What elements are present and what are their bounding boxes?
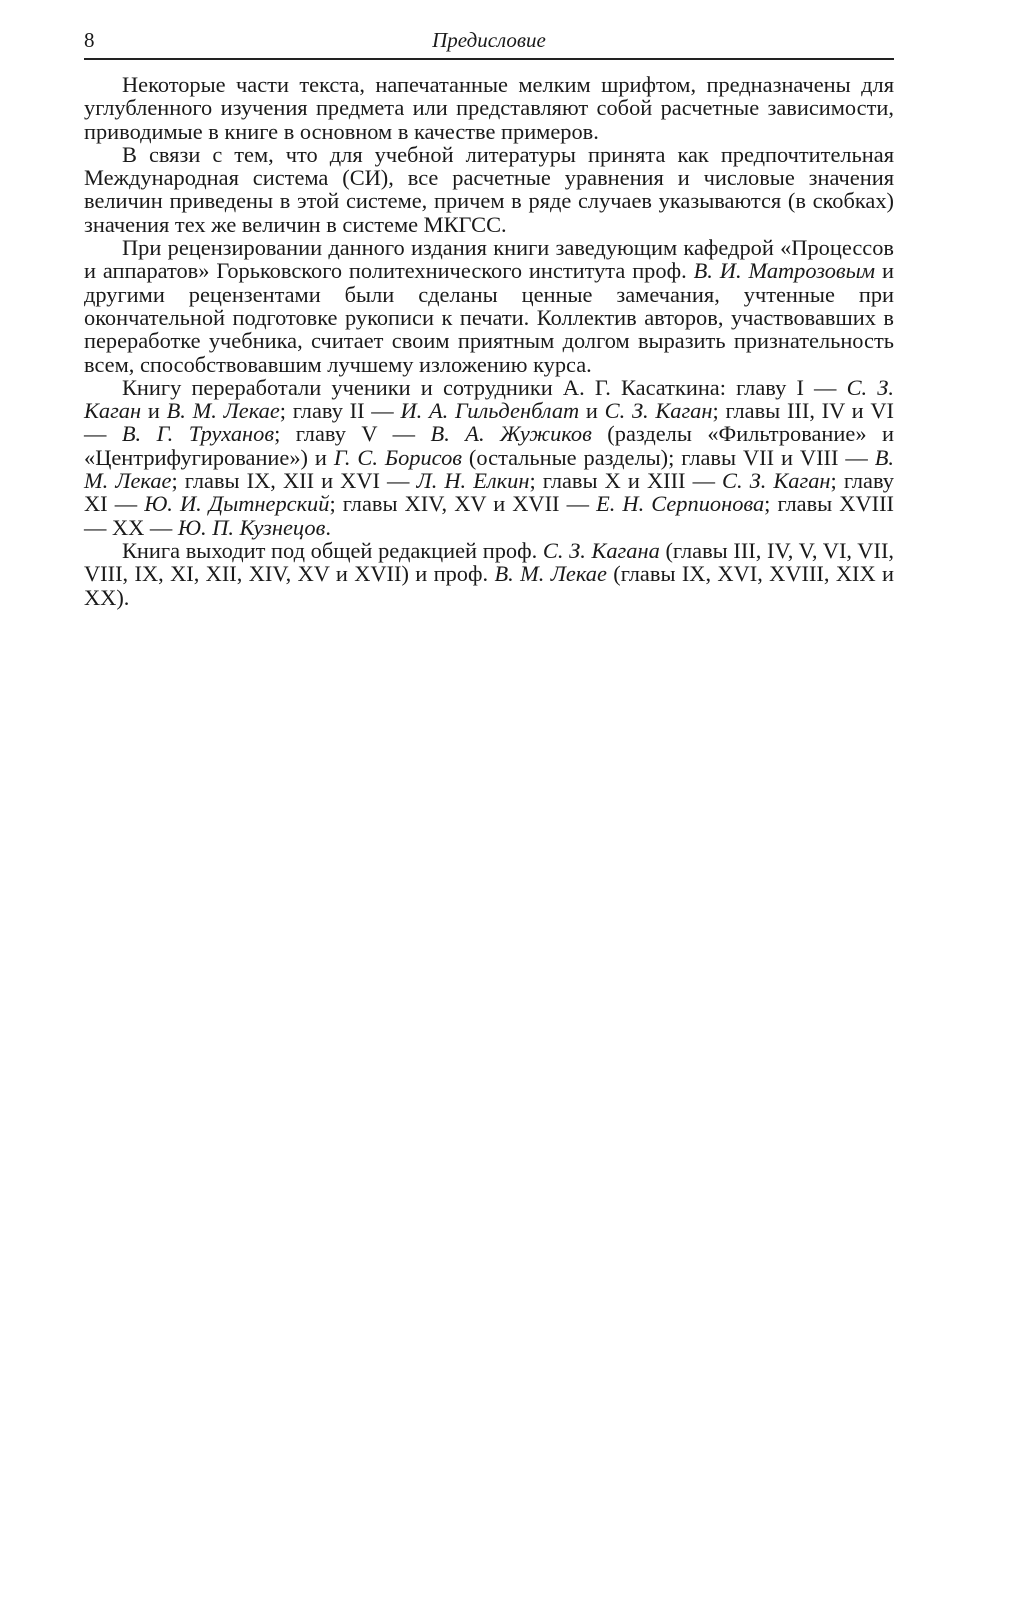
text-run: (разделы «Фильтрование» и «Центрифугирование») и [84, 421, 894, 470]
text-run: ; главы IX, XII и XVI — [171, 468, 417, 494]
preface-body [84, 73, 894, 609]
text-run: (главы IX, XVI, XVIII, XIX и XX). [84, 561, 894, 610]
text-run: (остальные разделы); главы VII и VIII — [461, 444, 875, 470]
text-run: При рецензировании данного издания книги заведующим кафедрой «Процессов и аппаратов» Горьковского политехнического института проф. [84, 235, 894, 284]
paragraph [84, 376, 894, 539]
running-title: Предисловие [432, 28, 546, 52]
text-run: ; главу V — [274, 421, 431, 447]
author-name: В. М. Лекае [166, 398, 280, 424]
text-run: ; главы X и XIII — [529, 468, 723, 494]
author-name: С. З. Каган [722, 468, 831, 494]
running-head [84, 28, 894, 58]
page-number: 8 [84, 28, 95, 52]
text-run: Книга выходит под общей редакцией проф. [122, 537, 543, 563]
text-run: В связи с тем, что для учебной литературы принята как предпочтительная Международная система (СИ), все расчетные уравнения и числовые значения величин приведены в этой системе, причем в ряде случаев указываются (в скобках) значения тех же величин в системе МКГСС. [84, 141, 894, 237]
author-name: С. З. Каган [604, 398, 713, 424]
text-run: ; главу II — [279, 398, 401, 424]
text-run: и другими рецензентами были сделаны ценные замечания, учтенные при окончательной подготовке рукописи к печати. Коллектив авторов, участвовавших в переработке учебника, считает своим приятным долгом выразить признательность всем, способствовавшим лучшему изложению курса. [84, 258, 894, 377]
paragraph [84, 539, 894, 609]
author-name: Е. Н. Серпионова [596, 491, 765, 517]
author-name: В. А. Жужиков [430, 421, 592, 447]
author-name: И. А. Гильденблат [400, 398, 580, 424]
text-run: ; главы XVIII — XX — [84, 491, 895, 540]
header-rule [84, 58, 894, 60]
author-name: В. М. Лекае [494, 561, 607, 587]
text-run: . [325, 514, 331, 540]
text-run: и [579, 398, 605, 424]
paragraph [84, 73, 894, 143]
author-name: С. З. Каган [84, 374, 894, 424]
text-run: Книгу переработали ученики и сотрудники А. Г. Касаткина: главу I — [122, 374, 847, 400]
text-run: Некоторые части текста, напечатанные мелким шрифтом, предназначены для углубленного изучения предмета или представляют собой расчетные зависимости, приводимые в книге в основном в качестве примеров. [84, 72, 894, 144]
author-name: В. М. Лекае [84, 444, 894, 494]
author-name: В. И. Матрозовым [693, 258, 876, 284]
text-run: ; главу XI — [84, 468, 894, 517]
text-run: (главы III, IV, V, VI, VII, VIII, IX, XI, XII, XIV, XV и XVII) и проф. [84, 537, 894, 587]
text-run: ; главы III, IV и VI — [84, 398, 895, 447]
author-name: С. З. Кагана [542, 537, 660, 563]
paragraph [84, 236, 894, 376]
paragraph [84, 143, 894, 236]
author-name: В. Г. Труханов [121, 421, 275, 447]
author-name: Г. С. Борисов [333, 444, 462, 470]
author-name: Л. Н. Елкин [416, 468, 530, 494]
text-run: ; главы XIV, XV и XVII — [329, 491, 597, 517]
author-name: Ю. И. Дытнерский [144, 491, 330, 517]
author-name: Ю. П. Кузнецов [177, 514, 326, 540]
text-run: и [141, 398, 167, 424]
